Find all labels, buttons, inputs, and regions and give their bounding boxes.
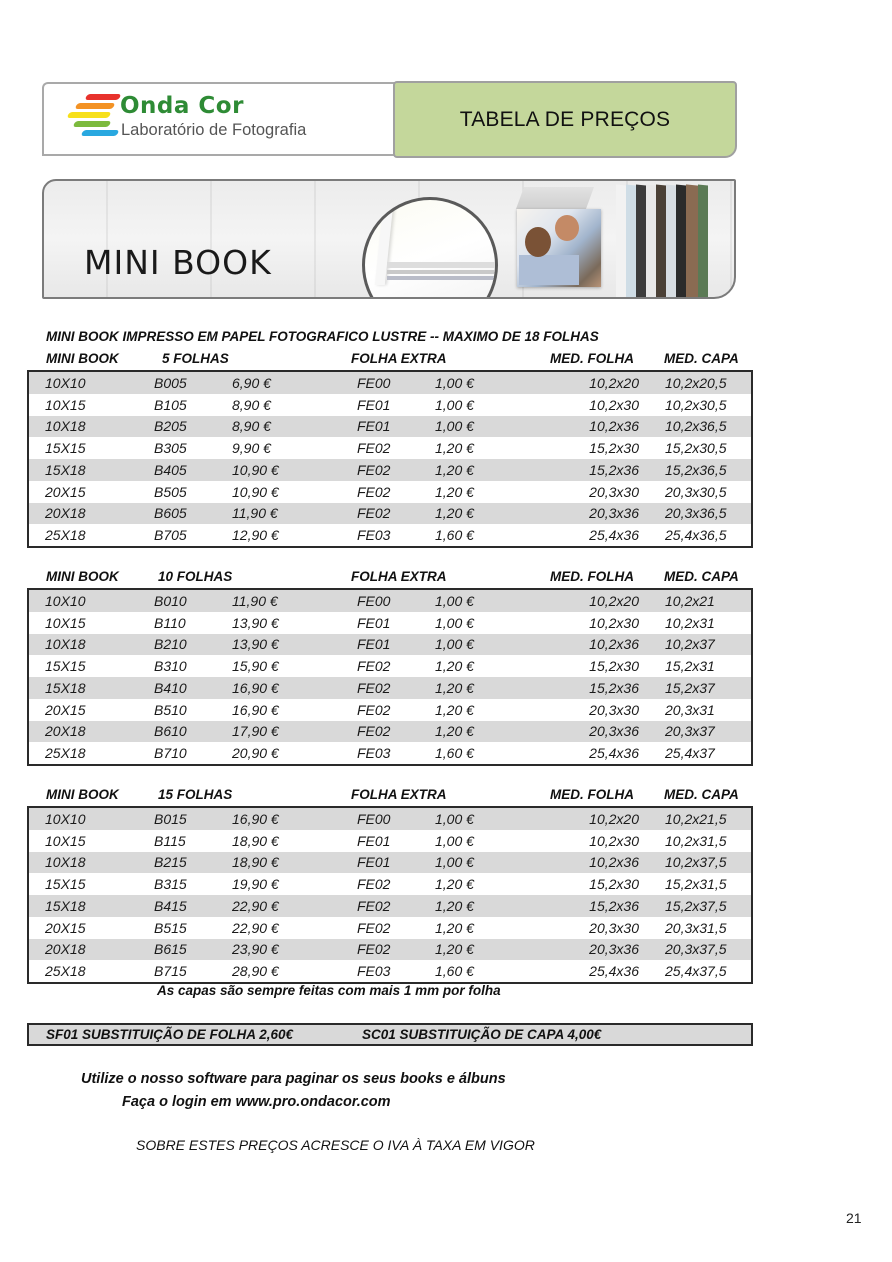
book-cover-flap-image <box>516 187 594 209</box>
cell-extra-price: 1,00 € <box>435 807 567 830</box>
cell-price: 19,90 € <box>232 873 357 895</box>
header-sheet-size: MED. FOLHA <box>550 787 634 802</box>
cell-size: 25X18 <box>28 524 154 547</box>
cell-sheet-size: 20,3x30 <box>567 917 665 939</box>
cell-extra-price: 1,20 € <box>435 655 567 677</box>
cell-extra-price: 1,20 € <box>435 895 567 917</box>
cell-cover-size: 10,2x37 <box>665 634 752 656</box>
cell-size: 10X10 <box>28 589 154 612</box>
cell-cover-size: 15,2x30,5 <box>665 437 752 459</box>
cell-extra-code: FE02 <box>357 895 435 917</box>
cell-extra-price: 1,00 € <box>435 830 567 852</box>
cell-extra-code: FE02 <box>357 677 435 699</box>
cell-extra-price: 1,20 € <box>435 677 567 699</box>
intro-text: MINI BOOK IMPRESSO EM PAPEL FOTOGRAFICO LUSTRE -- MAXIMO DE 18 FOLHAS <box>46 329 599 344</box>
cell-extra-price: 1,00 € <box>435 589 567 612</box>
cell-size: 20X15 <box>28 699 154 721</box>
cell-code: B015 <box>154 807 232 830</box>
mini-book-banner <box>42 179 736 299</box>
cell-price: 18,90 € <box>232 852 357 874</box>
cell-code: B110 <box>154 612 232 634</box>
cell-extra-code: FE02 <box>357 873 435 895</box>
price-table-5-folhas <box>27 370 753 548</box>
cell-code: B115 <box>154 830 232 852</box>
cell-price: 12,90 € <box>232 524 357 547</box>
cell-size: 10X18 <box>28 416 154 438</box>
cell-cover-size: 10,2x30,5 <box>665 394 752 416</box>
cell-code: B315 <box>154 873 232 895</box>
cell-extra-price: 1,60 € <box>435 960 567 983</box>
cell-extra-price: 1,20 € <box>435 481 567 503</box>
table-row <box>28 830 752 852</box>
cell-code: B605 <box>154 503 232 525</box>
cell-price: 17,90 € <box>232 721 357 743</box>
header-sheet-size: MED. FOLHA <box>550 351 634 366</box>
cell-code: B510 <box>154 699 232 721</box>
cell-extra-price: 1,00 € <box>435 416 567 438</box>
logo-name: Onda Cor <box>120 93 244 119</box>
cell-cover-size: 20,3x31 <box>665 699 752 721</box>
vat-note: SOBRE ESTES PREÇOS ACRESCE O IVA À TAXA EM VIGOR <box>136 1137 535 1153</box>
cell-size: 20X15 <box>28 481 154 503</box>
cell-cover-size: 10,2x21,5 <box>665 807 752 830</box>
cell-size: 15X18 <box>28 677 154 699</box>
cell-sheet-size: 20,3x36 <box>567 939 665 961</box>
cell-sheet-size: 20,3x36 <box>567 503 665 525</box>
cell-extra-code: FE01 <box>357 634 435 656</box>
cell-cover-size: 20,3x37,5 <box>665 939 752 961</box>
cell-cover-size: 20,3x31,5 <box>665 917 752 939</box>
cell-code: B615 <box>154 939 232 961</box>
software-note: Utilize o nosso software para paginar os seus books e álbuns <box>81 1071 506 1087</box>
cell-extra-code: FE02 <box>357 655 435 677</box>
cell-code: B210 <box>154 634 232 656</box>
logo-subtitle: Laboratório de Fotografia <box>121 121 307 139</box>
cell-cover-size: 20,3x37 <box>665 721 752 743</box>
cell-size: 10X10 <box>28 371 154 394</box>
cell-sheet-size: 25,4x36 <box>567 742 665 765</box>
cell-extra-price: 1,20 € <box>435 939 567 961</box>
header-cover-size: MED. CAPA <box>664 351 739 366</box>
cell-extra-code: FE02 <box>357 481 435 503</box>
cell-extra-code: FE00 <box>357 807 435 830</box>
cell-cover-size: 15,2x31,5 <box>665 873 752 895</box>
cell-cover-size: 10,2x36,5 <box>665 416 752 438</box>
cell-extra-code: FE02 <box>357 699 435 721</box>
cell-price: 18,90 € <box>232 830 357 852</box>
cell-cover-size: 15,2x37,5 <box>665 895 752 917</box>
page-number: 21 <box>846 1210 862 1226</box>
cell-price: 22,90 € <box>232 895 357 917</box>
cell-size: 15X18 <box>28 895 154 917</box>
header-cover-size: MED. CAPA <box>664 569 739 584</box>
substitution-box <box>27 1023 753 1046</box>
cell-extra-price: 1,20 € <box>435 459 567 481</box>
cell-price: 11,90 € <box>232 503 357 525</box>
cell-price: 10,90 € <box>232 459 357 481</box>
cell-extra-price: 1,00 € <box>435 612 567 634</box>
cell-extra-code: FE01 <box>357 852 435 874</box>
logo-stripe-red <box>85 94 122 100</box>
table-row <box>28 459 752 481</box>
cell-price: 28,90 € <box>232 960 357 983</box>
table-row <box>28 371 752 394</box>
logo-stripe-orange <box>75 103 116 109</box>
cell-sheet-size: 15,2x36 <box>567 677 665 699</box>
cell-sheet-size: 10,2x36 <box>567 634 665 656</box>
cell-extra-price: 1,00 € <box>435 394 567 416</box>
cell-price: 23,90 € <box>232 939 357 961</box>
family-photo-image <box>517 209 601 287</box>
cell-extra-price: 1,00 € <box>435 852 567 874</box>
cell-sheet-size: 10,2x30 <box>567 394 665 416</box>
table-row <box>28 394 752 416</box>
cell-cover-size: 20,3x30,5 <box>665 481 752 503</box>
header-pages: 10 FOLHAS <box>158 569 233 584</box>
cell-extra-price: 1,60 € <box>435 742 567 765</box>
cell-price: 20,90 € <box>232 742 357 765</box>
cell-size: 10X15 <box>28 830 154 852</box>
table-row <box>28 655 752 677</box>
table-row <box>28 524 752 547</box>
cell-sheet-size: 10,2x36 <box>567 852 665 874</box>
cell-extra-price: 1,60 € <box>435 524 567 547</box>
cell-extra-code: FE02 <box>357 437 435 459</box>
cell-size: 10X18 <box>28 852 154 874</box>
cell-sheet-size: 20,3x30 <box>567 699 665 721</box>
book-detail-magnifier-image <box>362 197 498 299</box>
cell-code: B610 <box>154 721 232 743</box>
table-row <box>28 416 752 438</box>
cell-sheet-size: 25,4x36 <box>567 524 665 547</box>
cell-extra-code: FE01 <box>357 394 435 416</box>
cell-size: 15X15 <box>28 437 154 459</box>
table-row <box>28 939 752 961</box>
cell-price: 11,90 € <box>232 589 357 612</box>
cell-code: B705 <box>154 524 232 547</box>
cell-extra-code: FE01 <box>357 416 435 438</box>
table-row <box>28 589 752 612</box>
cell-size: 10X10 <box>28 807 154 830</box>
cell-cover-size: 10,2x31 <box>665 612 752 634</box>
cell-code: B505 <box>154 481 232 503</box>
logo-stripe-green <box>73 121 112 127</box>
cell-extra-price: 1,20 € <box>435 721 567 743</box>
cell-sheet-size: 20,3x36 <box>567 721 665 743</box>
cell-sheet-size: 10,2x30 <box>567 830 665 852</box>
cell-extra-code: FE00 <box>357 589 435 612</box>
cell-size: 15X15 <box>28 873 154 895</box>
cell-code: B405 <box>154 459 232 481</box>
cell-cover-size: 25,4x37 <box>665 742 752 765</box>
cell-code: B515 <box>154 917 232 939</box>
cell-extra-code: FE02 <box>357 917 435 939</box>
cell-code: B710 <box>154 742 232 765</box>
cell-sheet-size: 20,3x30 <box>567 481 665 503</box>
cell-sheet-size: 10,2x30 <box>567 612 665 634</box>
cell-code: B410 <box>154 677 232 699</box>
header-pages: 15 FOLHAS <box>158 787 233 802</box>
cell-sheet-size: 15,2x30 <box>567 873 665 895</box>
cell-size: 20X18 <box>28 939 154 961</box>
cell-price: 13,90 € <box>232 612 357 634</box>
cell-sheet-size: 15,2x36 <box>567 895 665 917</box>
cell-code: B010 <box>154 589 232 612</box>
table-row <box>28 873 752 895</box>
cell-extra-price: 1,20 € <box>435 437 567 459</box>
cell-extra-price: 1,20 € <box>435 699 567 721</box>
open-book-pages-image <box>616 185 708 299</box>
header-pages: 5 FOLHAS <box>162 351 229 366</box>
table-row <box>28 807 752 830</box>
cell-extra-code: FE02 <box>357 939 435 961</box>
cover-substitution: SC01 SUBSTITUIÇÃO DE CAPA 4,00€ <box>362 1027 602 1042</box>
cell-code: B005 <box>154 371 232 394</box>
cell-size: 10X15 <box>28 612 154 634</box>
cell-extra-code: FE03 <box>357 742 435 765</box>
cell-cover-size: 10,2x37,5 <box>665 852 752 874</box>
table-row <box>28 481 752 503</box>
table-row <box>28 699 752 721</box>
cell-extra-price: 1,00 € <box>435 634 567 656</box>
cell-size: 15X18 <box>28 459 154 481</box>
header-product: MINI BOOK <box>46 351 119 366</box>
cell-sheet-size: 15,2x30 <box>567 437 665 459</box>
cell-cover-size: 10,2x21 <box>665 589 752 612</box>
price-table-15-folhas <box>27 806 753 984</box>
table-row <box>28 677 752 699</box>
cell-sheet-size: 15,2x30 <box>567 655 665 677</box>
header-sheet-size: MED. FOLHA <box>550 569 634 584</box>
cell-code: B415 <box>154 895 232 917</box>
cell-sheet-size: 15,2x36 <box>567 459 665 481</box>
cell-sheet-size: 10,2x20 <box>567 589 665 612</box>
cell-cover-size: 25,4x37,5 <box>665 960 752 983</box>
cell-extra-code: FE01 <box>357 830 435 852</box>
cell-price: 9,90 € <box>232 437 357 459</box>
title-panel <box>393 81 737 158</box>
cell-code: B205 <box>154 416 232 438</box>
cell-price: 22,90 € <box>232 917 357 939</box>
page-title: TABELA DE PREÇOS <box>459 107 671 131</box>
table-row <box>28 721 752 743</box>
cell-price: 16,90 € <box>232 699 357 721</box>
table-row <box>28 895 752 917</box>
cell-cover-size: 15,2x36,5 <box>665 459 752 481</box>
cell-cover-size: 10,2x31,5 <box>665 830 752 852</box>
cell-price: 16,90 € <box>232 807 357 830</box>
cell-price: 15,90 € <box>232 655 357 677</box>
cell-price: 8,90 € <box>232 394 357 416</box>
cell-cover-size: 10,2x20,5 <box>665 371 752 394</box>
logo-stripe-blue <box>81 130 120 136</box>
cell-extra-price: 1,20 € <box>435 873 567 895</box>
cell-size: 20X18 <box>28 503 154 525</box>
cell-size: 20X18 <box>28 721 154 743</box>
header-product: MINI BOOK <box>46 787 119 802</box>
header-product: MINI BOOK <box>46 569 119 584</box>
cell-size: 20X15 <box>28 917 154 939</box>
table-row <box>28 612 752 634</box>
header-extra: FOLHA EXTRA <box>351 351 447 366</box>
cell-size: 25X18 <box>28 960 154 983</box>
sheet-substitution: SF01 SUBSTITUIÇÃO DE FOLHA 2,60€ <box>46 1027 294 1042</box>
cell-cover-size: 20,3x36,5 <box>665 503 752 525</box>
header-extra: FOLHA EXTRA <box>351 569 447 584</box>
cell-size: 10X18 <box>28 634 154 656</box>
cover-note: As capas são sempre feitas com mais 1 mm por folha <box>157 983 501 998</box>
logo-panel <box>42 82 398 156</box>
table-row <box>28 960 752 983</box>
cell-sheet-size: 25,4x36 <box>567 960 665 983</box>
cell-extra-code: FE03 <box>357 524 435 547</box>
cell-extra-price: 1,20 € <box>435 503 567 525</box>
cell-price: 16,90 € <box>232 677 357 699</box>
banner-title: MINI BOOK <box>84 243 272 282</box>
cell-price: 13,90 € <box>232 634 357 656</box>
cell-size: 15X15 <box>28 655 154 677</box>
table-row <box>28 742 752 765</box>
cell-extra-code: FE00 <box>357 371 435 394</box>
table-row <box>28 503 752 525</box>
logo-stripes-icon <box>66 94 122 142</box>
cell-size: 10X15 <box>28 394 154 416</box>
cell-code: B215 <box>154 852 232 874</box>
cell-cover-size: 15,2x31 <box>665 655 752 677</box>
cell-code: B310 <box>154 655 232 677</box>
cell-extra-code: FE01 <box>357 612 435 634</box>
cell-extra-code: FE02 <box>357 503 435 525</box>
table-row <box>28 634 752 656</box>
table-row <box>28 852 752 874</box>
cell-extra-price: 1,20 € <box>435 917 567 939</box>
table-row <box>28 917 752 939</box>
cell-extra-code: FE03 <box>357 960 435 983</box>
cell-extra-code: FE02 <box>357 721 435 743</box>
price-table-10-folhas <box>27 588 753 766</box>
cell-sheet-size: 10,2x36 <box>567 416 665 438</box>
cell-sheet-size: 10,2x20 <box>567 807 665 830</box>
cell-cover-size: 25,4x36,5 <box>665 524 752 547</box>
cell-code: B715 <box>154 960 232 983</box>
header-extra: FOLHA EXTRA <box>351 787 447 802</box>
cell-cover-size: 15,2x37 <box>665 677 752 699</box>
cell-size: 25X18 <box>28 742 154 765</box>
table-row <box>28 437 752 459</box>
cell-extra-price: 1,00 € <box>435 371 567 394</box>
header-cover-size: MED. CAPA <box>664 787 739 802</box>
cell-price: 8,90 € <box>232 416 357 438</box>
cell-code: B105 <box>154 394 232 416</box>
cell-price: 10,90 € <box>232 481 357 503</box>
login-note: Faça o login em www.pro.ondacor.com <box>122 1094 391 1110</box>
cell-sheet-size: 10,2x20 <box>567 371 665 394</box>
cell-price: 6,90 € <box>232 371 357 394</box>
cell-code: B305 <box>154 437 232 459</box>
cell-extra-code: FE02 <box>357 459 435 481</box>
logo-stripe-yellow <box>67 112 112 118</box>
